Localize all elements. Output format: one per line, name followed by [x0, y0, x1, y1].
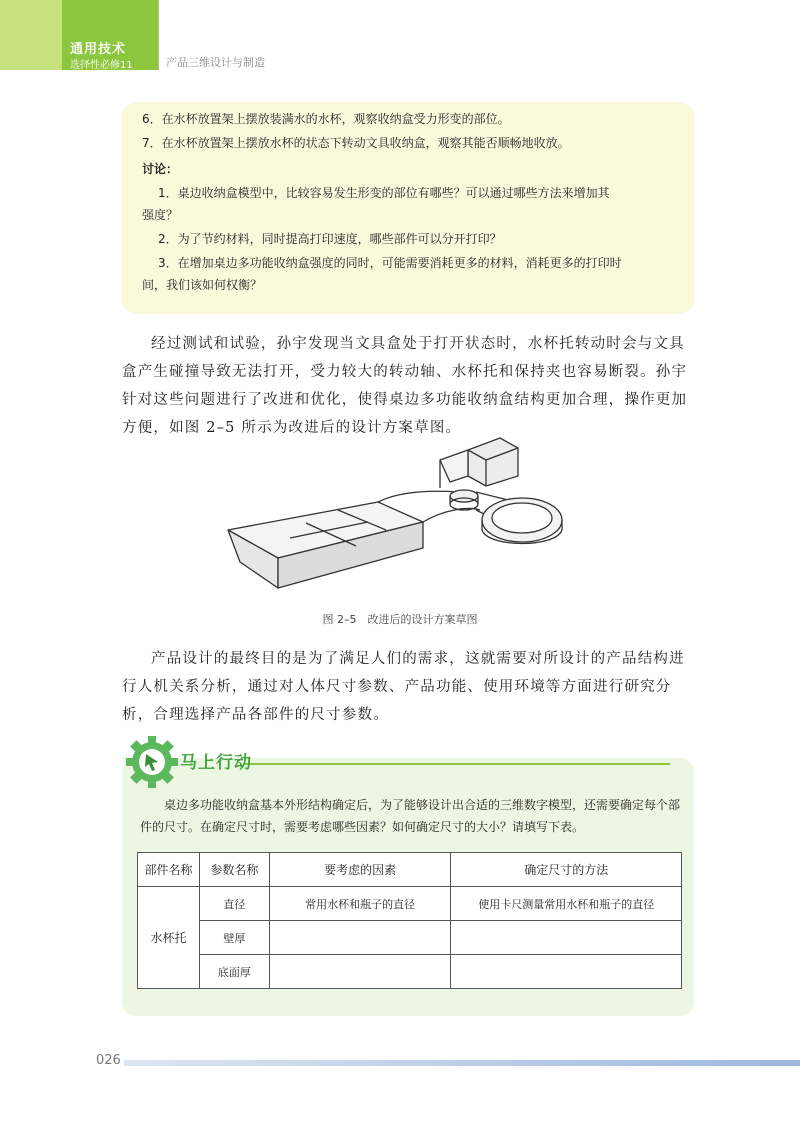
param-cell: 直径 [199, 887, 269, 921]
part-cell: 水杯托 [138, 887, 200, 989]
footer-bar [124, 1060, 800, 1066]
header-factors: 要考虑的因素 [269, 853, 451, 887]
page-number: 026 [96, 1053, 121, 1068]
experiment-box [122, 102, 694, 314]
question-1-line-2: 强度？ [142, 208, 179, 222]
book-title: 通用技术 [70, 42, 127, 57]
factor-cell[interactable] [269, 921, 451, 955]
param-cell: 壁厚 [199, 921, 269, 955]
param-cell: 底面厚 [199, 955, 269, 989]
header-param-name: 参数名称 [199, 853, 269, 887]
gear-icon [124, 734, 180, 790]
method-cell[interactable] [451, 955, 682, 989]
question-2: 2．为了节约材料，同时提高打印速度，哪些部件可以分开打印？ [158, 232, 502, 246]
book-subtitle: 选择性必修11 [70, 60, 133, 71]
question-1-line-1: 1．桌边收纳盒模型中，比较容易发生形变的部位有哪些？可以通过哪些方法来增加其 [158, 186, 610, 200]
design-sketch-figure [218, 430, 578, 602]
chapter-title: 产品三维设计与制造 [166, 56, 265, 69]
body-paragraph-1: 经过测试和试验，孙宇发现当文具盒处于打开状态时，水杯托转动时会与文具盒产生碰撞导致无法打开，受力较大的转动轴、水杯托和保持夹也容易断裂。孙宇针对这些问题进行了改进和优化，使得桌边多功能收纳盒结构更加合理，操作更加方便，如图 2–5 所示为改进后的设计方案草图。 [122, 336, 688, 436]
figure-caption: 图 2–5 改进后的设计方案草图 [322, 613, 478, 626]
question-3-line-1: 3．在增加桌边多功能收纳盒强度的同时，可能需要消耗更多的材料，消耗更多的打印时 [158, 256, 622, 270]
header-stripe [0, 0, 62, 70]
header-part-name: 部件名称 [138, 853, 200, 887]
step-6: 6．在水杯放置架上摆放装满水的水杯，观察收纳盒受力形变的部位。 [142, 112, 510, 126]
table-row [138, 887, 682, 921]
table-row [138, 921, 682, 955]
action-title-underline [245, 763, 670, 765]
dimension-table [137, 852, 682, 989]
method-cell[interactable] [451, 921, 682, 955]
step-7: 7．在水杯放置架上摆放水杯的状态下转动文具收纳盒，观察其能否顺畅地收放。 [142, 136, 570, 150]
discussion-label: 讨论： [142, 162, 179, 176]
action-title: 马上行动 [180, 753, 252, 773]
question-3-line-2: 间，我们该如何权衡？ [142, 278, 263, 292]
factor-cell[interactable]: 常用水杯和瓶子的直径 [269, 887, 451, 921]
action-instructions: 桌边多功能收纳盒基本外形结构确定后，为了能够设计出合适的三维数字模型，还需要确定每个部件的尺寸。在确定尺寸时，需要考虑哪些因素？如何确定尺寸的大小？请填写下表。 [140, 798, 681, 834]
factor-cell[interactable] [269, 955, 451, 989]
header-divider [158, 0, 159, 70]
body-paragraph-2: 产品设计的最终目的是为了满足人们的需求，这就需要对所设计的产品结构进行人机关系分析，通过对人体尺寸参数、产品功能、使用环境等方面进行研究分析，合理选择产品各部件的尺寸参数。 [122, 651, 685, 723]
method-cell[interactable]: 使用卡尺测量常用水杯和瓶子的直径 [451, 887, 682, 921]
header-method: 确定尺寸的方法 [451, 853, 682, 887]
table-row [138, 955, 682, 989]
table-header-row [138, 853, 682, 887]
